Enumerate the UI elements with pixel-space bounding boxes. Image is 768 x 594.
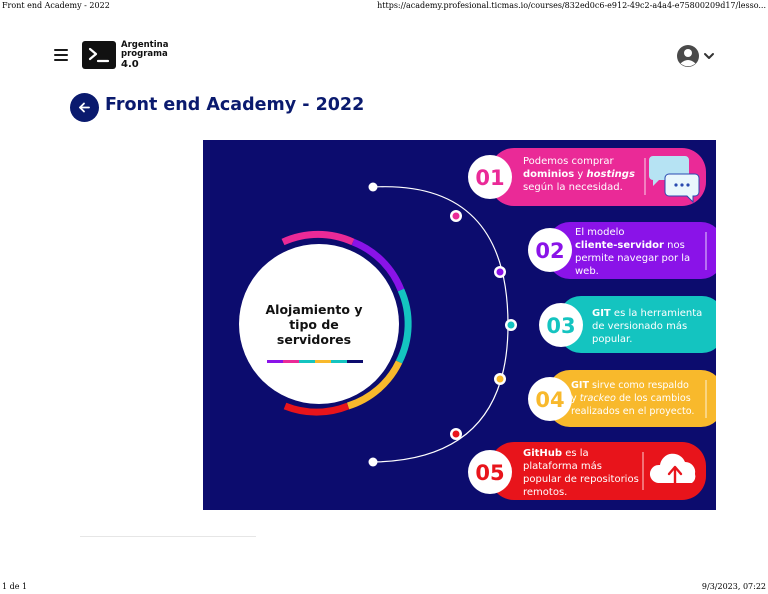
- logo-icon[interactable]: [82, 41, 116, 69]
- item-04-line-3: realizados en el proyecto.: [571, 406, 695, 417]
- item-04-line-1-bold: GIT: [571, 380, 589, 391]
- svg-text:según la necesidad.: [523, 181, 623, 193]
- arc-end-dot-top: [369, 183, 378, 192]
- svg-text:popular.: [592, 334, 632, 345]
- center-title-line-3: servidores: [276, 332, 352, 347]
- content-divider: [80, 536, 256, 537]
- center-title-line-2: tipo de: [289, 317, 339, 332]
- item-03: [539, 296, 716, 353]
- item-01: [468, 148, 706, 206]
- item-01-line-2-bold-2: hostings: [586, 169, 635, 180]
- item-04-number: 04: [535, 388, 565, 412]
- ring-segment-teal: [399, 290, 408, 362]
- svg-text:de versionado más: [592, 320, 687, 332]
- center-title-line-1: Alojamiento y: [265, 302, 363, 317]
- item-03-line-3: popular.: [592, 334, 633, 345]
- item-01-line-1: Podemos comprar: [523, 156, 614, 167]
- item-05-number: 05: [475, 461, 505, 485]
- page-count: 1 de 1: [2, 582, 28, 591]
- item-05-line-2: plataforma más: [523, 461, 603, 472]
- hamburger-menu-icon[interactable]: [54, 49, 68, 61]
- item-04: [528, 370, 716, 427]
- center-color-bar: [267, 360, 363, 363]
- print-header: [0, 1, 768, 13]
- ring-segment-pink: [283, 234, 353, 242]
- item-02-line-2-bold: cliente-servidor: [575, 240, 664, 251]
- logo-text: [121, 41, 168, 70]
- svg-text:remotos.: [523, 487, 567, 498]
- item-02-number: 02: [535, 239, 565, 263]
- user-menu-button[interactable]: [676, 43, 718, 69]
- item-04-line-2-pre: y: [571, 393, 580, 404]
- print-page-title: Front end Academy - 2022: [2, 1, 110, 10]
- item-03-line-2: de versionado más: [592, 321, 688, 332]
- print-url: https://academy.profesional.ticmas.io/courses/832ed0c6-e912-49c2-a4a4-e75800209d17/lesso...: [377, 1, 766, 10]
- item-02-line-1: El modelo: [575, 227, 625, 238]
- item-03-line-1-rest: es la herramienta: [610, 308, 703, 319]
- svg-text:GitHub es la: [523, 448, 589, 459]
- svg-text:El modelo: [575, 227, 625, 238]
- arc-end-dot-bottom: [369, 458, 378, 467]
- logo-line-1: Argentina: [121, 40, 169, 50]
- item-02-line-4: web.: [575, 266, 599, 277]
- svg-text:cliente-servidor nos: [575, 240, 685, 251]
- ring-segment-red: [285, 406, 348, 412]
- item-03-line-1-bold: GIT: [592, 308, 611, 319]
- back-button[interactable]: [70, 93, 99, 122]
- item-02-line-3: permite navegar por la: [575, 253, 691, 264]
- item-04-line-1-rest: sirve como respaldo: [589, 380, 689, 391]
- item-01-line-2-bold: dominios: [523, 169, 575, 180]
- item-02-line-2-rest: nos: [663, 240, 685, 251]
- logo-line-3: 4.0: [121, 59, 139, 70]
- logo-line-2: programa: [121, 49, 168, 59]
- svg-text:Podemos comprar: [523, 156, 614, 167]
- svg-text:web.: [575, 266, 599, 277]
- svg-text:popular de repositorios: [523, 474, 639, 485]
- lesson-infographic: [203, 140, 716, 510]
- item-03-number: 03: [546, 314, 576, 338]
- svg-text:plataforma más: [523, 460, 602, 472]
- item-01-number: 01: [475, 166, 505, 190]
- item-05-line-3: popular de repositorios: [523, 474, 639, 485]
- item-02: [528, 222, 716, 279]
- item-05-line-4: remotos.: [523, 487, 568, 498]
- print-footer: [0, 582, 768, 594]
- page-title: Front end Academy - 2022: [105, 95, 365, 115]
- svg-text:realizados en el proyecto.: [571, 406, 694, 417]
- avatar-icon: [676, 43, 718, 69]
- item-04-line-2-italic: trackeo: [579, 393, 616, 404]
- app-header: [0, 38, 768, 74]
- svg-text:permite navegar por la: [575, 253, 690, 264]
- arrow-left-icon: [77, 100, 92, 115]
- item-05-line-1-bold: GitHub: [523, 448, 563, 459]
- svg-text:dominios y hostings: [523, 169, 635, 180]
- svg-text:GIT sirve como respaldo: [571, 380, 689, 391]
- item-04-line-2-rest: de los cambios: [615, 393, 691, 404]
- svg-text:GIT es la herramienta: [592, 308, 702, 319]
- course-title-row: [70, 93, 470, 123]
- print-datetime: 9/3/2023, 07:22: [701, 582, 766, 591]
- item-05: [468, 442, 706, 500]
- svg-text:y trackeo de los cambios: [571, 393, 691, 404]
- item-05-line-1-rest: es la: [562, 448, 589, 459]
- item-01-line-3: según la necesidad.: [523, 182, 623, 193]
- item-01-line-2-mid: y: [574, 169, 587, 180]
